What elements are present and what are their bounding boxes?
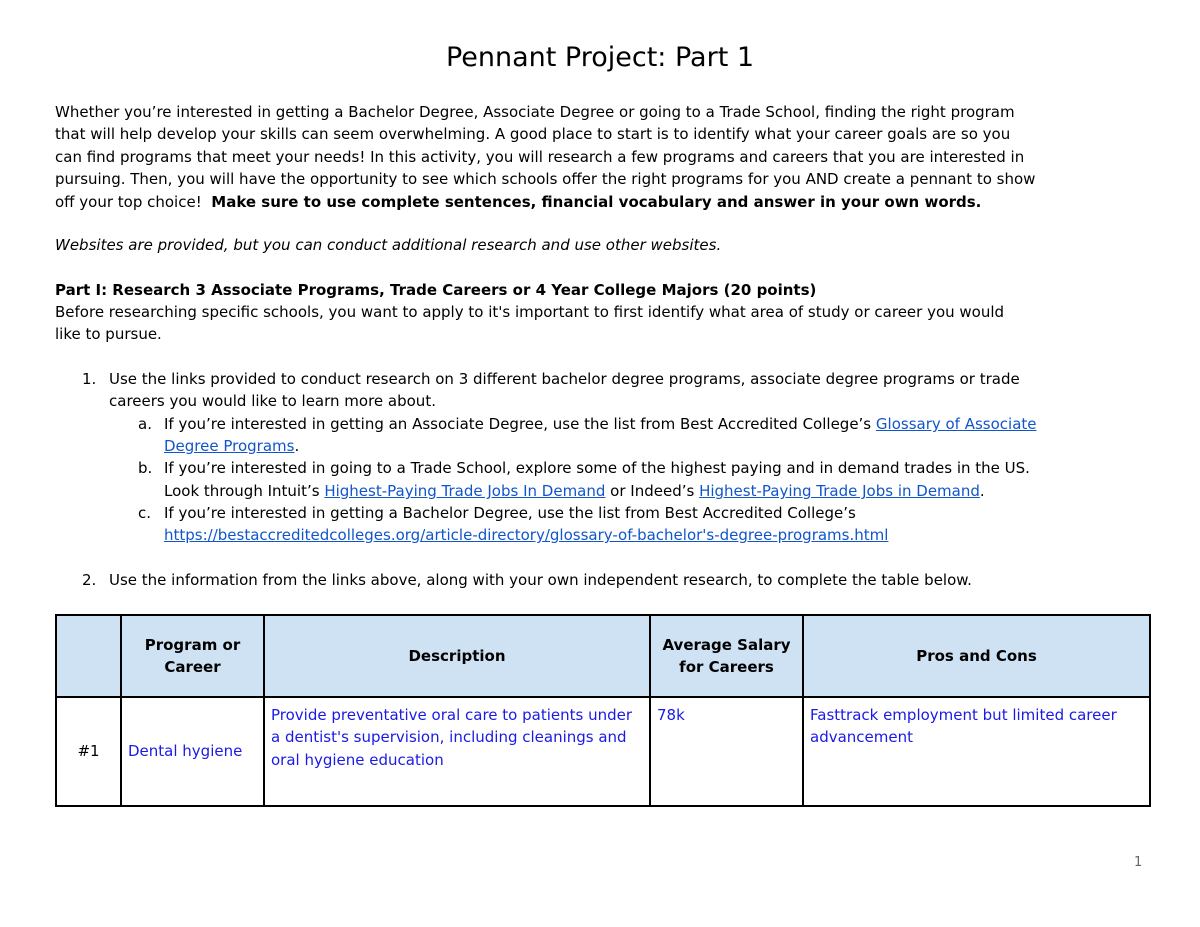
row-program[interactable]: Dental hygiene (121, 697, 264, 806)
intuit-trade-jobs-link[interactable]: Highest-Paying Trade Jobs In Demand (324, 482, 606, 500)
table-row (56, 697, 1150, 806)
list-item-b-period: . (979, 482, 985, 500)
list-item-b-line2 (164, 480, 985, 502)
part1-line: Before researching specific schools, you want to apply to it's important to first identify what area of study or career you would (55, 303, 1005, 321)
row-index: #1 (56, 697, 121, 806)
header-blank (56, 615, 121, 697)
list-number-1: 1. (82, 370, 97, 388)
list-item-a-line2 (164, 435, 299, 457)
row-pros-cons[interactable]: Fasttrack employment but limited career advancement (803, 697, 1150, 806)
header-salary: Average Salary for Careers (650, 615, 803, 697)
part1-line: like to pursue. (55, 325, 162, 344)
intro-line-last (55, 191, 1155, 213)
list-letter-b: b. (138, 459, 153, 477)
glossary-associate-link-cont[interactable]: Degree Programs (164, 437, 295, 455)
research-table (55, 614, 1151, 807)
list-item-b-mid: or Indeed’s (605, 482, 700, 500)
list-number-2: 2. (82, 571, 97, 589)
list-letter-c: c. (138, 504, 152, 522)
row-salary[interactable]: 78k (650, 697, 803, 806)
list-item-a-text: If you’re interested in getting an Associate Degree, use the list from Best Accredited College’s (164, 415, 876, 433)
list-item-c-line2 (164, 524, 888, 546)
list-item-a-line1 (164, 413, 1037, 435)
intro-bold-instruction: Make sure to use complete sentences, financial vocabulary and answer in your own words. (211, 192, 982, 211)
list-item-a-period: . (294, 437, 300, 455)
list-item-2-text: Use the information from the links above, along with your own independent research, to complete the table below. (109, 571, 972, 589)
glossary-associate-link[interactable]: Glossary of Associate (875, 415, 1037, 433)
intro-line: that will help develop your skills can seem overwhelming. A good place to start is to identify what your career goals are so you (55, 125, 1011, 144)
intro-line: can find programs that meet your needs! In this activity, you will research a few programs and careers that you are interested in (55, 147, 1025, 166)
header-program: Program or Career (121, 615, 264, 697)
header-pros-cons: Pros and Cons (803, 615, 1150, 697)
intro-paragraph (55, 101, 1155, 213)
list-item-b-pre: Look through Intuit’s (164, 482, 325, 500)
list-letter-a: a. (138, 415, 152, 433)
list-item-c-line1: If you’re interested in getting a Bachelor Degree, use the list from Best Accredited College’s (164, 504, 856, 522)
list-item-1-line1: Use the links provided to conduct research on 3 different bachelor degree programs, associate degree programs or trade (109, 370, 1020, 388)
page-number: 1 (1134, 855, 1143, 870)
part1-description (55, 301, 1155, 346)
page-title: Pennant Project: Part 1 (445, 42, 755, 73)
table-header-row (56, 615, 1150, 697)
intro-text-end: off your top choice! (55, 192, 202, 211)
bachelor-glossary-link[interactable]: https://bestaccreditedcolleges.org/article-directory/glossary-of-bachelor's-degree-programs.html (164, 526, 889, 544)
header-description: Description (264, 615, 650, 697)
intro-line: Whether you’re interested in getting a Bachelor Degree, Associate Degree or going to a Trade School, finding the right program (55, 103, 1015, 121)
row-description[interactable]: Provide preventative oral care to patients under a dentist's supervision, including cleanings and oral hygiene education (264, 697, 650, 806)
list-item-1-line2: careers you would like to learn more about. (109, 392, 436, 410)
intro-line: pursuing. Then, you will have the opportunity to see which schools offer the right programs for you AND create a pennant to show (55, 170, 1036, 189)
indeed-trade-jobs-link[interactable]: Highest-Paying Trade Jobs in Demand (699, 482, 980, 500)
list-item-b-line1: If you’re interested in going to a Trade School, explore some of the highest paying and in demand trades in the US. (164, 459, 1030, 477)
part1-heading: Part I: Research 3 Associate Programs, Trade Careers or 4 Year College Majors (20 points) (55, 281, 817, 299)
websites-note: Websites are provided, but you can conduct additional research and use other websites. (55, 236, 722, 254)
